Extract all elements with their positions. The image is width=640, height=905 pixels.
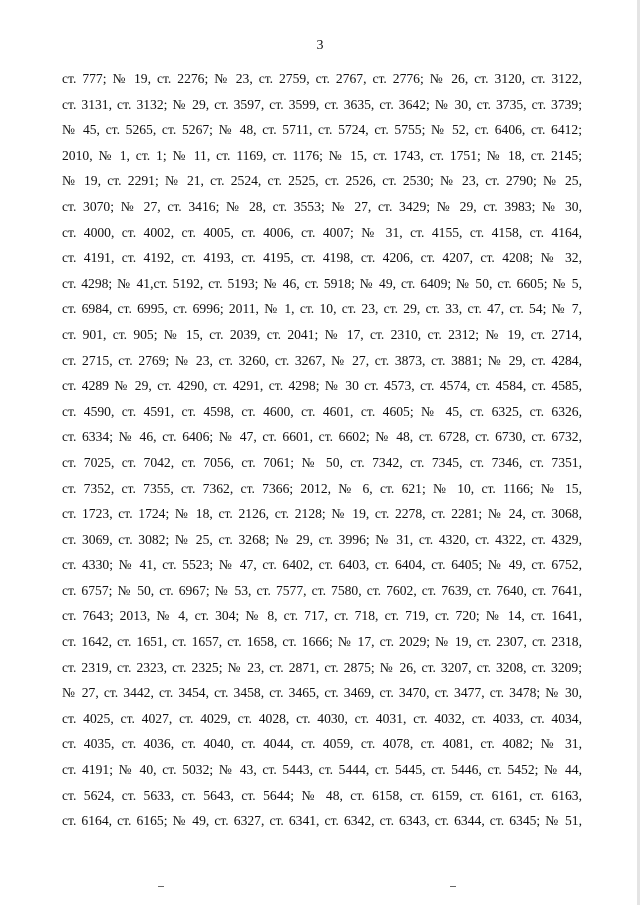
text-line: ст. 4025, ст. 4027, ст. 4029, ст. 4028, ст. 4030, ст. 4031, ст. 4032, ст. 4033, ст. 4034, [62, 710, 582, 726]
text-line: ст. 4035, ст. 4036, ст. 4040, ст. 4044, ст. 4059, ст. 4078, ст. 4081, ст. 4082; № 31, [62, 736, 582, 752]
text-line: 2010, № 1, ст. 1; № 11, ст. 1169, ст. 1176; № 15, ст. 1743, ст. 1751; № 18, ст. 2145; [62, 147, 582, 163]
page-number: 3 [316, 38, 324, 53]
text-line: ст. 6984, ст. 6995, ст. 6996; 2011, № 1, ст. 10, ст. 23, ст. 29, ст. 33, ст. 47, ст. 54; № 7, [62, 301, 582, 317]
text-line: ст. 3070; № 27, ст. 3416; № 28, ст. 3553; № 27, ст. 3429; № 29, ст. 3983; № 30, [62, 198, 582, 214]
text-line: ст. 4298; № 41,ст. 5192, ст. 5193; № 46, ст. 5918; № 49, ст. 6409; № 50, ст. 6605; № 5, [62, 275, 582, 291]
text-line: ст. 7643; 2013, № 4, ст. 304; № 8, ст. 717, ст. 718, ст. 719, ст. 720; № 14, ст. 1641, [62, 608, 582, 624]
text-line: ст. 4191; № 40, ст. 5032; № 43, ст. 5443, ст. 5444, ст. 5445, ст. 5446, ст. 5452; № 44, [62, 762, 582, 778]
text-line: ст. 4000, ст. 4002, ст. 4005, ст. 4006, ст. 4007; № 31, ст. 4155, ст. 4158, ст. 4164, [62, 224, 582, 240]
text-line: ст. 4191, ст. 4192, ст. 4193, ст. 4195, ст. 4198, ст. 4206, ст. 4207, ст. 4208; № 32, [62, 250, 582, 266]
text-line: № 27, ст. 3442, ст. 3454, ст. 3458, ст. 3465, ст. 3469, ст. 3470, ст. 3477, ст. 3478; № 30, [62, 685, 582, 701]
text-line: ст. 6164, ст. 6165; № 49, ст. 6327, ст. 6341, ст. 6342, ст. 6343, ст. 6344, ст. 6345; № 51, [62, 813, 582, 829]
text-line: ст. 7352, ст. 7355, ст. 7362, ст. 7366; 2012, № 6, ст. 621; № 10, ст. 1166; № 15, [62, 480, 582, 496]
legal-references-text [62, 66, 582, 834]
text-line: ст. 4289 № 29, ст. 4290, ст. 4291, ст. 4298; № 30 ст. 4573, ст. 4574, ст. 4584, ст. 4585, [62, 378, 582, 394]
scan-mark [450, 886, 456, 887]
text-line: № 45, ст. 5265, ст. 5267; № 48, ст. 5711, ст. 5724, ст. 5755; № 52, ст. 6406, ст. 6412; [62, 122, 582, 138]
text-line: ст. 3069, ст. 3082; № 25, ст. 3268; № 29, ст. 3996; № 31, ст. 4320, ст. 4322, ст. 4329, [62, 531, 582, 547]
text-line: ст. 4330; № 41, ст. 5523; № 47, ст. 6402, ст. 6403, ст. 6404, ст. 6405; № 49, ст. 6752, [62, 557, 582, 573]
text-line: ст. 4590, ст. 4591, ст. 4598, ст. 4600, ст. 4601, ст. 4605; № 45, ст. 6325, ст. 6326, [62, 403, 582, 419]
text-line: ст. 7025, ст. 7042, ст. 7056, ст. 7061; № 50, ст. 7342, ст. 7345, ст. 7346, ст. 7351, [62, 454, 582, 470]
scan-mark [158, 886, 164, 887]
text-line: № 19, ст. 2291; № 21, ст. 2524, ст. 2525, ст. 2526, ст. 2530; № 23, ст. 2790; № 25, [62, 173, 582, 189]
text-line: ст. 2319, ст. 2323, ст. 2325; № 23, ст. 2871, ст. 2875; № 26, ст. 3207, ст. 3208, ст. 3209; [62, 659, 582, 675]
text-line: ст. 5624, ст. 5633, ст. 5643, ст. 5644; № 48, ст. 6158, ст. 6159, ст. 6161, ст. 6163, [62, 787, 582, 803]
text-line: ст. 6757; № 50, ст. 6967; № 53, ст. 7577, ст. 7580, ст. 7602, ст. 7639, ст. 7640, ст. 7641, [62, 582, 582, 598]
text-line: ст. 2715, ст. 2769; № 23, ст. 3260, ст. 3267, № 27, ст. 3873, ст. 3881; № 29, ст. 4284, [62, 352, 582, 368]
text-line: ст. 901, ст. 905; № 15, ст. 2039, ст. 2041; № 17, ст. 2310, ст. 2312; № 19, ст. 2714, [62, 326, 582, 342]
text-line: ст. 3131, ст. 3132; № 29, ст. 3597, ст. 3599, ст. 3635, ст. 3642; № 30, ст. 3735, ст. 3739; [62, 96, 582, 112]
text-line: ст. 777; № 19, ст. 2276; № 23, ст. 2759, ст. 2767, ст. 2776; № 26, ст. 3120, ст. 3122, [62, 71, 582, 86]
text-line: ст. 1642, ст. 1651, ст. 1657, ст. 1658, ст. 1666; № 17, ст. 2029; № 19, ст. 2307, ст. 2318, [62, 634, 582, 650]
text-line: ст. 1723, ст. 1724; № 18, ст. 2126, ст. 2128; № 19, ст. 2278, ст. 2281; № 24, ст. 3068, [62, 506, 582, 522]
text-line: ст. 6334; № 46, ст. 6406; № 47, ст. 6601, ст. 6602; № 48, ст. 6728, ст. 6730, ст. 6732, [62, 429, 582, 445]
